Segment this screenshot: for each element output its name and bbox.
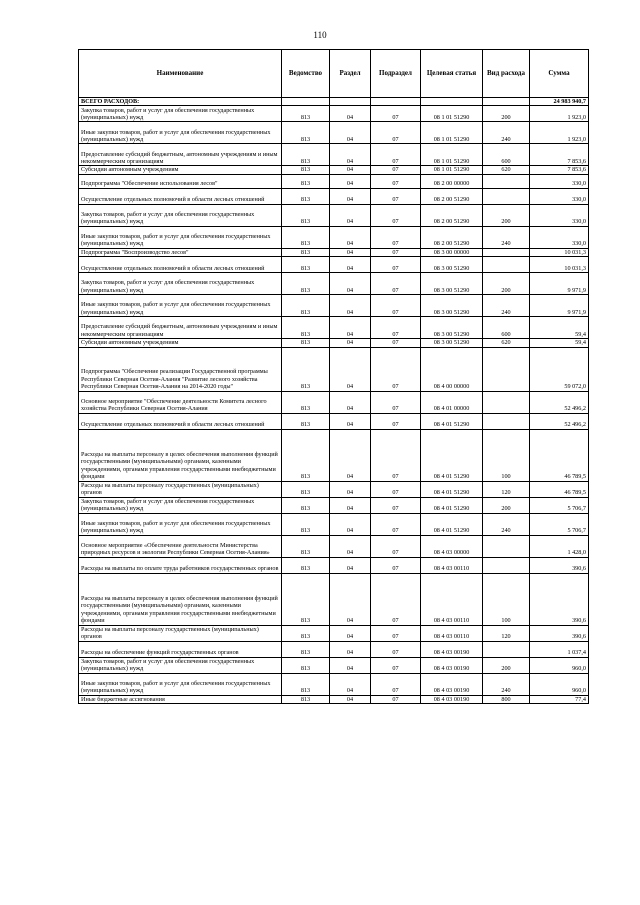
cell-name: Иные закупки товаров, работ и услуг для обеспечения государственных (муниципальных) нужд [79, 673, 282, 695]
table-row [79, 413, 589, 429]
header-sum: Сумма [530, 50, 589, 98]
cell-sum: 59 072,0 [530, 347, 589, 391]
cell-sum: 330,0 [530, 226, 589, 248]
cell-section: 04 [330, 204, 371, 226]
cell-subsection: 07 [371, 657, 421, 673]
table-row [79, 273, 589, 295]
cell-sum: 1 923,0 [530, 106, 589, 122]
cell-exp-type: 240 [483, 673, 530, 695]
cell-sum: 52 496,2 [530, 413, 589, 429]
cell-section: 04 [330, 497, 371, 513]
cell-target: 08 3 00 51290 [421, 273, 483, 295]
cell-section [330, 98, 371, 106]
cell-dept: 813 [282, 673, 330, 695]
cell-dept: 813 [282, 557, 330, 573]
cell-name: Закупка товаров, работ и услуг для обеспечения государственных (муниципальных) нужд [79, 657, 282, 673]
cell-target: 08 2 00 00000 [421, 174, 483, 188]
cell-target: 08 4 01 51290 [421, 481, 483, 497]
cell-name: Иные закупки товаров, работ и услуг для обеспечения государственных (муниципальных) нужд [79, 226, 282, 248]
cell-exp-type: 240 [483, 295, 530, 317]
cell-target: 08 4 03 00190 [421, 673, 483, 695]
header-subsection: Подраздел [371, 50, 421, 98]
cell-exp-type: 620 [483, 339, 530, 347]
cell-sum: 59,4 [530, 339, 589, 347]
cell-name: Подпрограмма "Обеспечение реализации Государственной программы Республики Северная Осетия-Алания "Развитие лесного хозяйства Республики Северная Осетия-Алания на 2014-2020 годы" [79, 347, 282, 391]
cell-subsection: 07 [371, 339, 421, 347]
cell-section: 04 [330, 106, 371, 122]
cell-sum: 330,0 [530, 204, 589, 226]
cell-section: 04 [330, 188, 371, 204]
table-row [79, 695, 589, 703]
table-row [79, 106, 589, 122]
cell-target: 08 4 03 00190 [421, 695, 483, 703]
cell-exp-type: 200 [483, 106, 530, 122]
cell-name: Расходы на выплаты персоналу в целях обеспечения выполнения функций государственными (муниципальными) органами, казенными учреждениями, органами управления государственными внебюджетными фондами [79, 573, 282, 625]
cell-name: Расходы на обеспечение функций государственных органов [79, 641, 282, 657]
cell-exp-type [483, 174, 530, 188]
cell-name: Осуществление отдельных полномочий в области лесных отношений [79, 413, 282, 429]
cell-sum: 330,0 [530, 188, 589, 204]
cell-dept: 813 [282, 248, 330, 256]
cell-sum: 24 983 940,7 [530, 98, 589, 106]
cell-dept: 813 [282, 106, 330, 122]
cell-section: 04 [330, 295, 371, 317]
cell-exp-type [483, 188, 530, 204]
cell-section: 04 [330, 695, 371, 703]
table-row [79, 257, 589, 273]
cell-subsection: 07 [371, 273, 421, 295]
cell-sum: 46 789,5 [530, 481, 589, 497]
cell-dept: 813 [282, 226, 330, 248]
cell-target: 08 4 03 00190 [421, 641, 483, 657]
cell-section: 04 [330, 248, 371, 256]
cell-subsection: 07 [371, 174, 421, 188]
cell-subsection: 07 [371, 557, 421, 573]
cell-subsection: 07 [371, 673, 421, 695]
table-row [79, 391, 589, 413]
cell-dept: 813 [282, 535, 330, 557]
header-exp-type: Вид расхода [483, 50, 530, 98]
cell-exp-type: 120 [483, 625, 530, 641]
cell-exp-type: 100 [483, 429, 530, 481]
cell-sum: 390,6 [530, 573, 589, 625]
cell-name: Основное мероприятие "Обеспечение деятельности Комитета лесного хозяйства Республики Северная Осетия-Алания [79, 391, 282, 413]
cell-subsection: 07 [371, 122, 421, 144]
cell-section: 04 [330, 317, 371, 339]
cell-name: Предоставление субсидий бюджетным, автономным учреждениям и иным некоммерческим организациям [79, 317, 282, 339]
cell-sum: 960,0 [530, 673, 589, 695]
cell-name: Закупка товаров, работ и услуг для обеспечения государственных (муниципальных) нужд [79, 497, 282, 513]
cell-target: 08 4 00 00000 [421, 347, 483, 391]
cell-exp-type: 200 [483, 204, 530, 226]
cell-sum: 390,6 [530, 557, 589, 573]
table-row [79, 347, 589, 391]
cell-target: 08 3 00 51290 [421, 257, 483, 273]
table-row [79, 497, 589, 513]
cell-dept: 813 [282, 429, 330, 481]
cell-name: Субсидии автономным учреждениям [79, 339, 282, 347]
cell-name: Расходы на выплаты персоналу государственных (муниципальных) органов [79, 481, 282, 497]
cell-name: Подпрограмма "Воспроизводство лесов" [79, 248, 282, 256]
cell-dept: 813 [282, 295, 330, 317]
cell-subsection: 07 [371, 188, 421, 204]
cell-dept: 813 [282, 174, 330, 188]
cell-target: 08 3 00 51290 [421, 317, 483, 339]
header-dept: Ведомство [282, 50, 330, 98]
cell-subsection: 07 [371, 513, 421, 535]
table-row [79, 673, 589, 695]
cell-target: 08 4 03 00000 [421, 535, 483, 557]
cell-name: Закупка товаров, работ и услуг для обеспечения государственных (муниципальных) нужд [79, 273, 282, 295]
cell-sum: 1 923,0 [530, 122, 589, 144]
cell-dept: 813 [282, 188, 330, 204]
cell-subsection: 07 [371, 429, 421, 481]
cell-target: 08 1 01 51290 [421, 166, 483, 174]
table-row [79, 657, 589, 673]
cell-name: ВСЕГО РАСХОДОВ: [79, 98, 282, 106]
page-number: 110 [313, 30, 327, 40]
table-row [79, 317, 589, 339]
cell-subsection: 07 [371, 695, 421, 703]
cell-exp-type [483, 248, 530, 256]
cell-sum: 7 853,6 [530, 144, 589, 166]
cell-dept: 813 [282, 317, 330, 339]
cell-target: 08 2 00 51290 [421, 226, 483, 248]
cell-name: Предоставление субсидий бюджетным, автономным учреждениям и иным некоммерческим организациям [79, 144, 282, 166]
cell-subsection: 07 [371, 535, 421, 557]
cell-dept: 813 [282, 573, 330, 625]
table-row [79, 166, 589, 174]
table-row [79, 248, 589, 256]
cell-dept: 813 [282, 391, 330, 413]
table-row [79, 339, 589, 347]
cell-target [421, 98, 483, 106]
cell-exp-type [483, 257, 530, 273]
cell-exp-type [483, 413, 530, 429]
cell-subsection: 07 [371, 144, 421, 166]
cell-subsection: 07 [371, 391, 421, 413]
cell-section: 04 [330, 557, 371, 573]
cell-target: 08 4 01 51290 [421, 497, 483, 513]
cell-target: 08 4 01 51290 [421, 413, 483, 429]
cell-subsection: 07 [371, 347, 421, 391]
cell-sum: 960,0 [530, 657, 589, 673]
cell-target: 08 4 03 00190 [421, 657, 483, 673]
cell-section: 04 [330, 257, 371, 273]
cell-section: 04 [330, 535, 371, 557]
cell-target: 08 1 01 51290 [421, 106, 483, 122]
cell-section: 04 [330, 573, 371, 625]
cell-section: 04 [330, 174, 371, 188]
cell-sum: 1 037,4 [530, 641, 589, 657]
cell-exp-type: 240 [483, 513, 530, 535]
cell-dept: 813 [282, 204, 330, 226]
cell-sum: 330,0 [530, 174, 589, 188]
cell-exp-type [483, 98, 530, 106]
cell-name: Закупка товаров, работ и услуг для обеспечения государственных (муниципальных) нужд [79, 204, 282, 226]
cell-dept: 813 [282, 273, 330, 295]
cell-section: 04 [330, 391, 371, 413]
cell-section: 04 [330, 673, 371, 695]
cell-name: Иные закупки товаров, работ и услуг для обеспечения государственных (муниципальных) нужд [79, 513, 282, 535]
table-row [79, 557, 589, 573]
cell-section: 04 [330, 413, 371, 429]
cell-sum: 5 706,7 [530, 513, 589, 535]
cell-exp-type: 200 [483, 497, 530, 513]
cell-sum: 9 971,9 [530, 273, 589, 295]
table-row [79, 188, 589, 204]
cell-exp-type: 200 [483, 273, 530, 295]
cell-sum: 5 706,7 [530, 497, 589, 513]
expenses-table [78, 49, 589, 704]
cell-name: Иные закупки товаров, работ и услуг для обеспечения государственных (муниципальных) нужд [79, 295, 282, 317]
cell-name: Иные бюджетные ассигнования [79, 695, 282, 703]
table-row [79, 226, 589, 248]
cell-sum: 1 428,0 [530, 535, 589, 557]
header-name: Наименование [79, 50, 282, 98]
cell-target: 08 3 00 51290 [421, 295, 483, 317]
table-row [79, 625, 589, 641]
cell-subsection [371, 98, 421, 106]
cell-exp-type: 600 [483, 317, 530, 339]
cell-name: Субсидии автономным учреждениям [79, 166, 282, 174]
cell-dept: 813 [282, 257, 330, 273]
cell-exp-type: 100 [483, 573, 530, 625]
cell-section: 04 [330, 339, 371, 347]
cell-exp-type: 620 [483, 166, 530, 174]
cell-exp-type: 600 [483, 144, 530, 166]
cell-exp-type [483, 391, 530, 413]
cell-target: 08 4 01 51290 [421, 513, 483, 535]
cell-sum: 77,4 [530, 695, 589, 703]
cell-dept: 813 [282, 122, 330, 144]
cell-target: 08 2 00 51290 [421, 204, 483, 226]
cell-sum: 52 496,2 [530, 391, 589, 413]
cell-dept: 813 [282, 625, 330, 641]
cell-subsection: 07 [371, 106, 421, 122]
cell-subsection: 07 [371, 641, 421, 657]
cell-section: 04 [330, 513, 371, 535]
cell-exp-type [483, 535, 530, 557]
table-row [79, 513, 589, 535]
cell-dept: 813 [282, 339, 330, 347]
cell-section: 04 [330, 166, 371, 174]
cell-target: 08 4 03 00110 [421, 557, 483, 573]
cell-name: Основное мероприятие «Обеспечение деятельности Министерства природных ресурсов и экологии Республики Северная Осетия-Алания» [79, 535, 282, 557]
cell-subsection: 07 [371, 317, 421, 339]
cell-subsection: 07 [371, 226, 421, 248]
cell-subsection: 07 [371, 295, 421, 317]
table-row [79, 429, 589, 481]
table-row [79, 204, 589, 226]
cell-target: 08 4 01 51290 [421, 429, 483, 481]
table-row [79, 295, 589, 317]
cell-name: Расходы на выплаты персоналу в целях обеспечения выполнения функций государственными (муниципальными) органами, казенными учреждениями, органами управления государственными внебюджетными фондами [79, 429, 282, 481]
header-target: Целевая статья [421, 50, 483, 98]
cell-dept: 813 [282, 413, 330, 429]
cell-subsection: 07 [371, 573, 421, 625]
cell-dept: 813 [282, 481, 330, 497]
cell-exp-type: 800 [483, 695, 530, 703]
cell-dept: 813 [282, 347, 330, 391]
cell-section: 04 [330, 122, 371, 144]
cell-sum: 46 789,5 [530, 429, 589, 481]
cell-target: 08 3 00 51290 [421, 339, 483, 347]
cell-target: 08 4 03 00110 [421, 625, 483, 641]
cell-dept [282, 98, 330, 106]
cell-name: Расходы на выплаты по оплате труда работников государственных органов [79, 557, 282, 573]
table-row [79, 122, 589, 144]
cell-exp-type [483, 557, 530, 573]
cell-exp-type: 240 [483, 122, 530, 144]
cell-subsection: 07 [371, 497, 421, 513]
cell-subsection: 07 [371, 166, 421, 174]
cell-subsection: 07 [371, 481, 421, 497]
cell-sum: 390,6 [530, 625, 589, 641]
cell-section: 04 [330, 226, 371, 248]
table-row [79, 144, 589, 166]
cell-exp-type [483, 641, 530, 657]
cell-dept: 813 [282, 144, 330, 166]
table-row [79, 98, 589, 106]
cell-sum: 10 031,3 [530, 257, 589, 273]
cell-target: 08 1 01 51290 [421, 122, 483, 144]
table-row [79, 174, 589, 188]
cell-name: Осуществление отдельных полномочий в области лесных отношений [79, 188, 282, 204]
table-header-row [79, 50, 589, 98]
cell-target: 08 3 00 00000 [421, 248, 483, 256]
table-row [79, 535, 589, 557]
cell-section: 04 [330, 625, 371, 641]
cell-sum: 7 853,6 [530, 166, 589, 174]
cell-sum: 59,4 [530, 317, 589, 339]
cell-name: Осуществление отдельных полномочий в области лесных отношений [79, 257, 282, 273]
cell-dept: 813 [282, 657, 330, 673]
cell-target: 08 2 00 51290 [421, 188, 483, 204]
cell-name: Подпрограмма "Обеспечение использования лесов" [79, 174, 282, 188]
cell-dept: 813 [282, 695, 330, 703]
cell-subsection: 07 [371, 625, 421, 641]
cell-name: Иные закупки товаров, работ и услуг для обеспечения государственных (муниципальных) нужд [79, 122, 282, 144]
cell-dept: 813 [282, 166, 330, 174]
cell-sum: 9 971,9 [530, 295, 589, 317]
cell-section: 04 [330, 347, 371, 391]
cell-subsection: 07 [371, 204, 421, 226]
cell-exp-type: 120 [483, 481, 530, 497]
cell-name: Расходы на выплаты персоналу государственных (муниципальных) органов [79, 625, 282, 641]
cell-exp-type: 240 [483, 226, 530, 248]
cell-subsection: 07 [371, 257, 421, 273]
cell-sum: 10 031,3 [530, 248, 589, 256]
cell-section: 04 [330, 657, 371, 673]
cell-target: 08 4 01 00000 [421, 391, 483, 413]
cell-section: 04 [330, 273, 371, 295]
cell-exp-type: 200 [483, 657, 530, 673]
cell-section: 04 [330, 429, 371, 481]
cell-target: 08 4 03 00110 [421, 573, 483, 625]
table-row [79, 573, 589, 625]
cell-dept: 813 [282, 513, 330, 535]
cell-section: 04 [330, 144, 371, 166]
cell-dept: 813 [282, 497, 330, 513]
cell-target: 08 1 01 51290 [421, 144, 483, 166]
cell-exp-type [483, 347, 530, 391]
table-row [79, 641, 589, 657]
cell-section: 04 [330, 481, 371, 497]
cell-dept: 813 [282, 641, 330, 657]
header-section: Раздел [330, 50, 371, 98]
cell-subsection: 07 [371, 413, 421, 429]
cell-section: 04 [330, 641, 371, 657]
cell-name: Закупка товаров, работ и услуг для обеспечения государственных (муниципальных) нужд [79, 106, 282, 122]
cell-subsection: 07 [371, 248, 421, 256]
table-row [79, 481, 589, 497]
